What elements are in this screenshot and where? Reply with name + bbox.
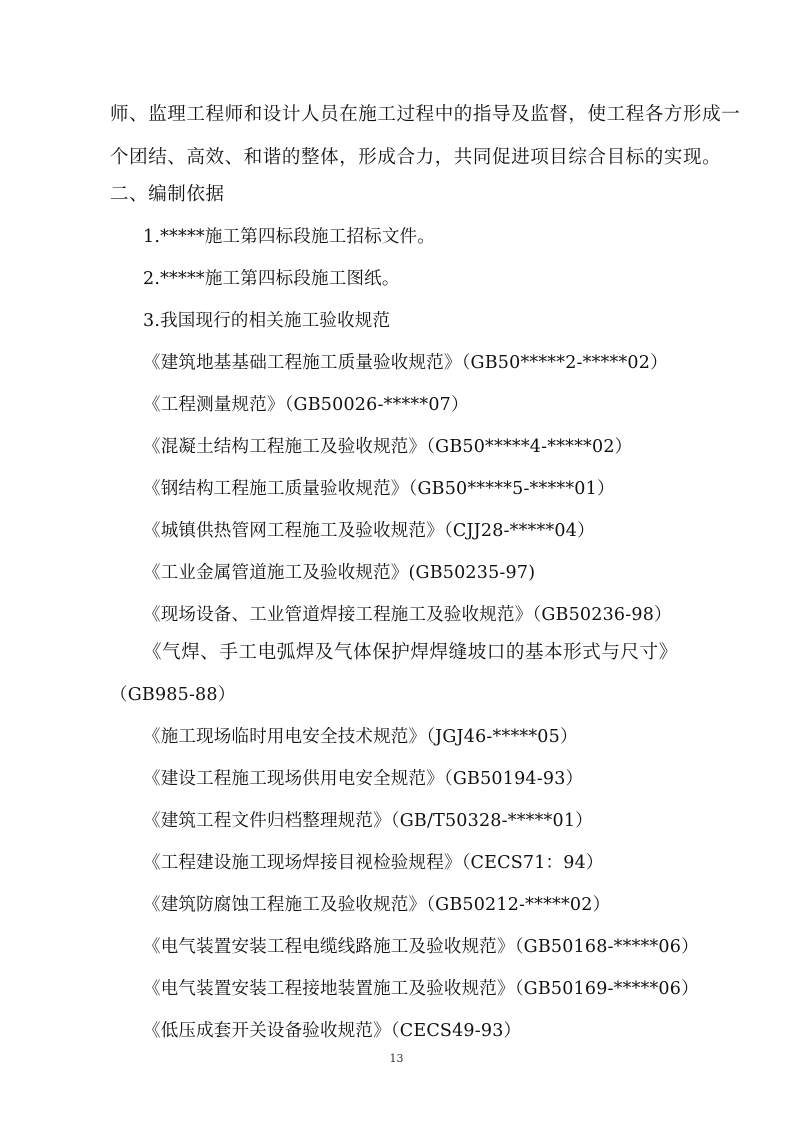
standard-item: 《电气装置安装工程接地装置施工及验收规范》（GB50169-*****06） xyxy=(143,979,699,999)
standard-item: 《工业金属管道施工及验收规范》(GB50235-97) xyxy=(143,563,536,583)
standard-item: 《建筑地基基础工程施工质量验收规范》（GB50*****2-*****02） xyxy=(143,353,668,373)
standard-item: 《低压成套开关设备验收规范》（CECS49-93） xyxy=(143,1021,522,1041)
standard-item: 《电气装置安装工程电缆线路施工及验收规范》（GB50168-*****06） xyxy=(143,937,699,957)
standard-item: 《建设工程施工现场供用电安全规范》（GB50194-93） xyxy=(143,769,584,789)
standard-item: 《钢结构工程施工质量验收规范》（GB50*****5-*****01） xyxy=(143,479,615,499)
page-number: 13 xyxy=(389,1052,404,1065)
section-heading: 二、编制依据 xyxy=(110,184,225,205)
standard-item: 《城镇供热管网工程施工及验收规范》（CJJ28-*****04） xyxy=(143,521,595,541)
basis-item-1: 1.*****施工第四标段施工招标文件。 xyxy=(143,227,435,247)
standard-item: 《施工现场临时用电安全技术规范》（JGJ46-*****05） xyxy=(143,727,578,747)
standard-item: 《现场设备、工业管道焊接工程施工及验收规范》（GB50236-98） xyxy=(143,605,672,625)
intro-paragraph-line-1: 师、监理工程师和设计人员在施工过程中的指导及监督，使工程各方形成一 xyxy=(110,104,741,125)
standard-item: 《工程建设施工现场焊接目视检验规程》（CECS71：94） xyxy=(143,853,604,873)
standard-item-continuation: （GB985-88） xyxy=(110,685,236,705)
standard-item: 《气焊、手工电弧焊及气体保护焊焊缝坡口的基本形式与尺寸》 xyxy=(143,642,678,663)
standard-item: 《混凝土结构工程施工及验收规范》（GB50*****4-*****02） xyxy=(143,437,633,457)
intro-paragraph-line-2: 个团结、高效、和谐的整体，形成合力，共同促进项目综合目标的实现。 xyxy=(110,147,722,168)
basis-item-3: 3.我国现行的相关施工验收规范 xyxy=(143,311,391,331)
standard-item: 《工程测量规范》（GB50026-*****07） xyxy=(143,395,469,415)
basis-item-2: 2.*****施工第四标段施工图纸。 xyxy=(143,269,400,289)
standard-item: 《建筑工程文件归档整理规范》（GB/T50328-*****01） xyxy=(143,811,593,831)
standard-item: 《建筑防腐蚀工程施工及验收规范》（GB50212-*****02） xyxy=(143,895,611,915)
